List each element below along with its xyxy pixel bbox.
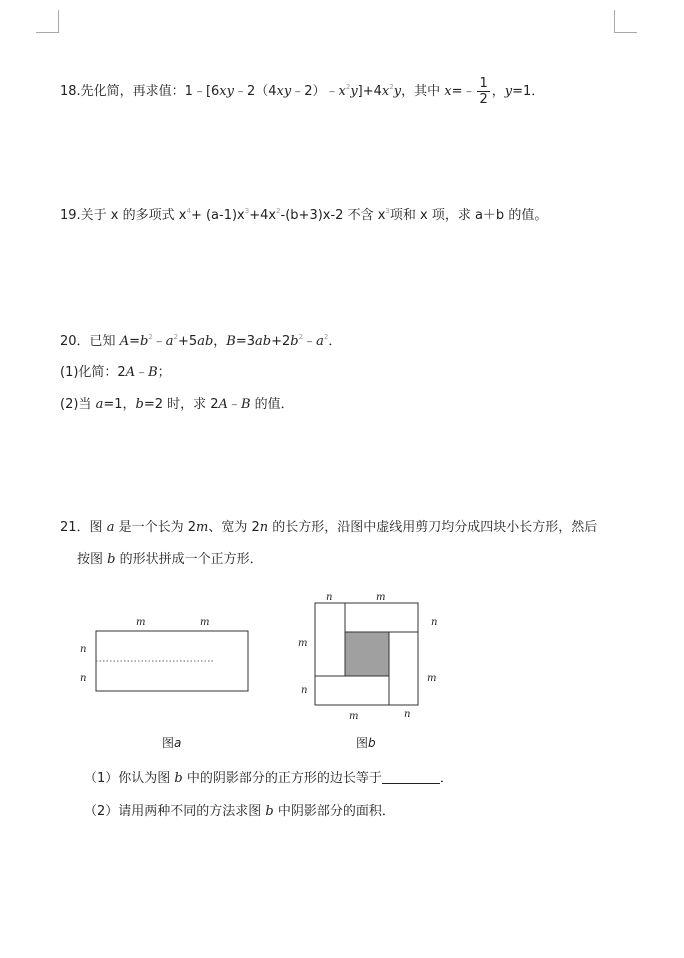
figure-a-label-n-2: n bbox=[80, 673, 87, 684]
question-21-sub-2: （2）请用两种不同的方法求图 b 中阴影部分的面积． bbox=[84, 804, 395, 819]
question-19: 19.关于 x 的多项式 $x^4+ (a-1)x^3+4x^2-(b+3)x-2$ 不含 $x^3$项和 x 项，求 a＋b 的值。 bbox=[60, 207, 548, 223]
figure-a-rectangle bbox=[96, 631, 248, 691]
question-21-sub-1: （1）你认为图 b 中的阴影部分的正方形的边长等于 ． bbox=[84, 771, 453, 786]
answer-blank[interactable] bbox=[382, 771, 440, 784]
figure-a-label-n-1: n bbox=[80, 644, 87, 655]
figure-a-label-m-2: m bbox=[200, 617, 210, 628]
figure-b-label-n-top: n bbox=[326, 592, 333, 603]
figure-b-label-m-bottom: m bbox=[349, 711, 359, 722]
figure-b-label-n-bottom: n bbox=[404, 709, 411, 720]
figure-b-label-m-top: m bbox=[376, 592, 386, 603]
figure-a-label-m-1: m bbox=[136, 617, 146, 628]
figure-a-caption: 图a bbox=[162, 736, 182, 750]
question-21: 21．图 a 是一个长为 2m、宽为 2n 的长方形，沿图中虚线用剪刀均分成四块小长方形，然后 bbox=[60, 520, 598, 535]
fraction-one-half: $\frac{1}{2}$ bbox=[479, 76, 488, 107]
figure-b-shaded-square bbox=[345, 632, 389, 676]
figure-b bbox=[298, 592, 437, 750]
question-20-part-1: (1)化简：2A﹣B； bbox=[60, 365, 171, 380]
figure-b-label-m-left: m bbox=[298, 638, 308, 649]
figure-b-caption: 图b bbox=[356, 736, 376, 750]
figure-a bbox=[80, 617, 248, 750]
figure-b-label-m-right: m bbox=[427, 673, 437, 684]
question-18: 18.先化简，再求值：$1﹣[6xy﹣2(4xy﹣2)﹣x^2y]+4x^2y$，其中 x=﹣ $\frac{1}{2}$ ，y=1． bbox=[60, 76, 545, 107]
question-20: 20．已知 $A=b^2﹣a^2+5ab$，$B=3ab+2b^2﹣a^2$． bbox=[60, 333, 342, 349]
question-20-part-2: (2)当 a=1，b=2 时，求 2A﹣B 的值． bbox=[60, 397, 294, 412]
question-21-line-2: 按图 b 的形状拼成一个正方形． bbox=[77, 552, 263, 567]
figure-b-label-n-right: n bbox=[431, 617, 438, 628]
figure-b-label-n-left: n bbox=[301, 685, 308, 696]
